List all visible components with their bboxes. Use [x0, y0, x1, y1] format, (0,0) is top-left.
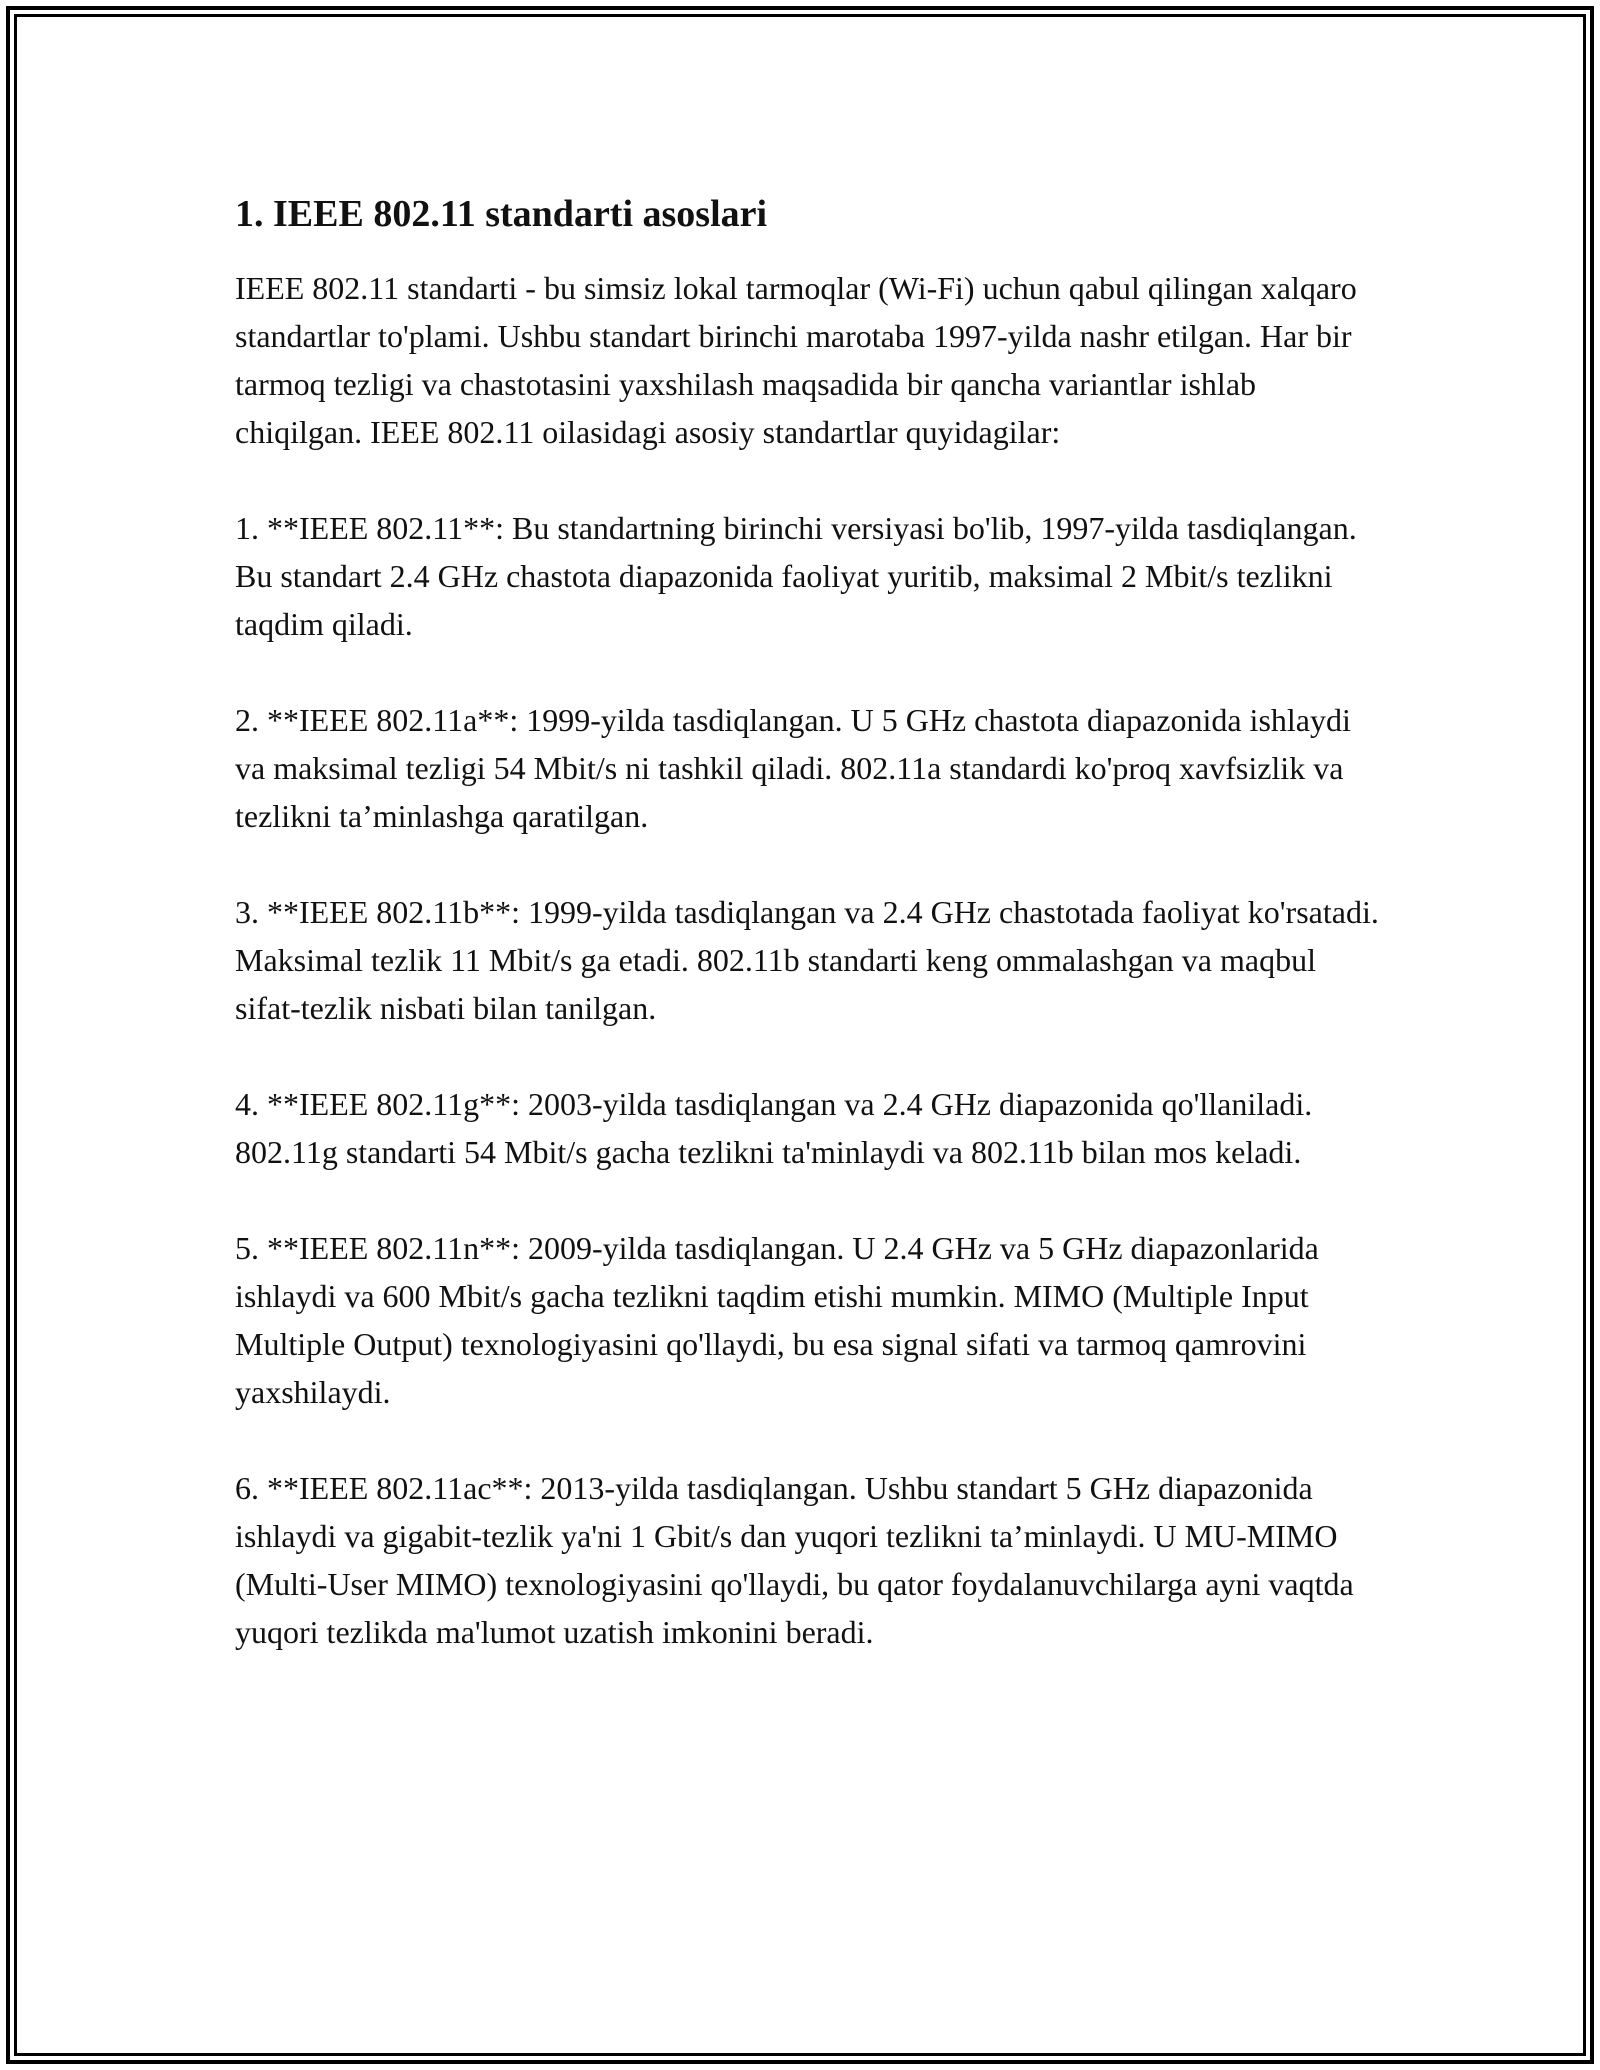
list-item-802-11g: 4. **IEEE 802.11g**: 2003-yilda tasdiqlangan va 2.4 GHz diapazonida qo'llaniladi. 802.11g standarti 54 Mbit/s gacha tezlikni ta'minlaydi va 802.11b bilan mos keladi.	[235, 1086, 1313, 1170]
list-item-802-11: 1. **IEEE 802.11**: Bu standartning birinchi versiyasi bo'lib, 1997-yilda tasdiqlangan. Bu standart 2.4 GHz chastota diapazonida faoliyat yuritib, maksimal 2 Mbit/s tezlikni taqdim qiladi.	[235, 510, 1357, 642]
list-item-802-11n: 5. **IEEE 802.11n**: 2009-yilda tasdiqlangan. U 2.4 GHz va 5 GHz diapazonlarida ishlaydi va 600 Mbit/s gacha tezlikni taqdim etishi mumkin. MIMO (Multiple Input Multiple Output) texnologiyasini qo'llaydi, bu esa signal sifati va tarmoq qamrovini yaxshilaydi.	[235, 1230, 1319, 1410]
list-item-802-11a: 2. **IEEE 802.11a**: 1999-yilda tasdiqlangan. U 5 GHz chastota diapazonida ishlaydi va maksimal tezligi 54 Mbit/s ni tashkil qiladi. 802.11a standardi ko'proq xavfsizlik va tezlikni ta’minlashga qaratilgan.	[235, 702, 1351, 834]
document-body	[235, 190, 1385, 1704]
list-item-802-11ac: 6. **IEEE 802.11ac**: 2013-yilda tasdiqlangan. Ushbu standart 5 GHz diapazonida ishlaydi va gigabit-tezlik ya'ni 1 Gbit/s dan yuqori tezlikni ta’minlaydi. U MU-MIMO (Multi-User MIMO) texnologiyasini qo'llaydi, bu qator foydalanuvchilarga ayni vaqtda yuqori tezlikda ma'lumot uzatish imkonini beradi.	[235, 1470, 1354, 1650]
list-item-802-11b: 3. **IEEE 802.11b**: 1999-yilda tasdiqlangan va 2.4 GHz chastotada faoliyat ko'rsatadi. Maksimal tezlik 11 Mbit/s ga etadi. 802.11b standarti keng ommalashgan va maqbul sifat-tezlik nisbati bilan tanilgan.	[235, 894, 1379, 1026]
intro-paragraph: IEEE 802.11 standarti - bu simsiz lokal tarmoqlar (Wi-Fi) uchun qabul qilingan xalqaro standartlar to'plami. Ushbu standart birinchi marotaba 1997-yilda nashr etilgan. Har bir tarmoq tezligi va chastotasini yaxshilash maqsadida bir qancha variantlar ishlab chiqilgan. IEEE 802.11 oilasidagi asosiy standartlar quyidagilar:	[235, 270, 1357, 450]
section-heading: 1. IEEE 802.11 standarti asoslari	[235, 193, 768, 235]
